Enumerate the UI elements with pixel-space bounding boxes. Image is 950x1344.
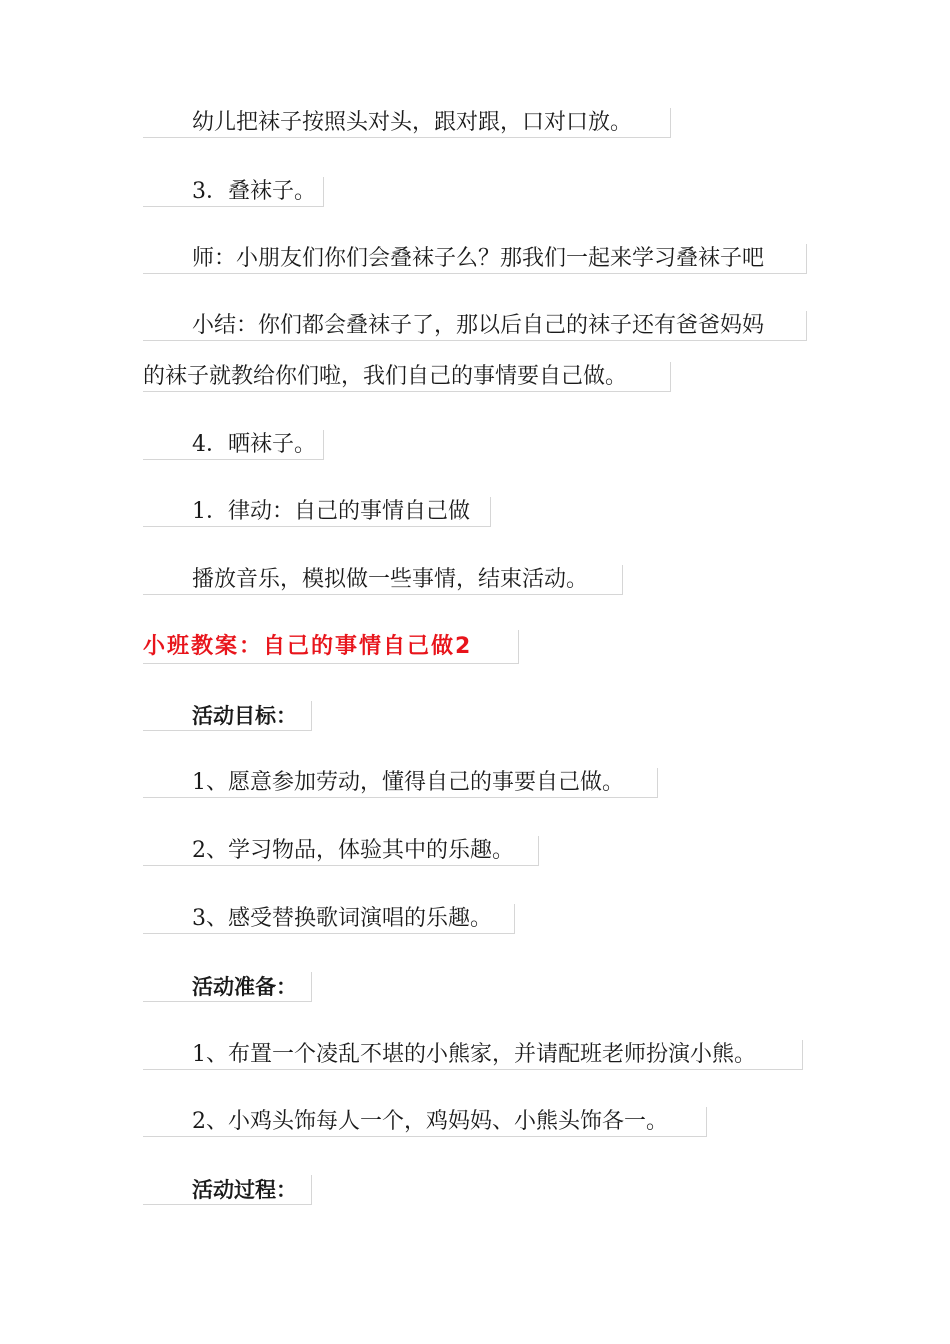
- text: 4．晒袜子。: [192, 432, 316, 457]
- text: 1、愿意参加劳动，懂得自己的事要自己做。: [192, 770, 624, 795]
- text: 3、感受替换歌词演唱的乐趣。: [192, 906, 492, 931]
- paragraph-line: [143, 497, 491, 527]
- text: 小结：你们都会叠袜子了，那以后自己的袜子还有爸爸妈妈: [192, 313, 765, 338]
- list-item: [143, 836, 539, 866]
- text: 播放音乐，模拟做一些事情，结束活动。: [192, 567, 589, 592]
- paragraph-line: [143, 565, 623, 595]
- process-heading: [143, 1175, 312, 1205]
- title-text: 小班教案：自己的事情自己做2: [143, 634, 473, 659]
- heading-text: 活动准备：: [192, 975, 297, 999]
- text: 的袜子就教给你们啦，我们自己的事情要自己做。: [143, 364, 628, 389]
- paragraph-line: [143, 244, 807, 274]
- text: 2、小鸡头饰每人一个，鸡妈妈、小熊头饰各一。: [192, 1109, 668, 1134]
- text: 师：小朋友们你们会叠袜子么？那我们一起来学习叠袜子吧: [192, 246, 765, 271]
- heading-text: 活动目标：: [192, 704, 297, 728]
- list-item: [143, 904, 515, 934]
- prep-heading: [143, 972, 312, 1002]
- list-item: [143, 768, 658, 798]
- paragraph-line: [143, 108, 671, 138]
- paragraph-line: [143, 311, 807, 341]
- paragraph-line: [143, 430, 324, 460]
- text: 2、学习物品，体验其中的乐趣。: [192, 838, 514, 863]
- section-title: [143, 630, 519, 664]
- text: 1．律动：自己的事情自己做: [192, 499, 470, 524]
- heading-text: 活动过程：: [192, 1178, 297, 1202]
- paragraph-line: [143, 362, 671, 392]
- list-item: [143, 1107, 707, 1137]
- text: 1、布置一个凌乱不堪的小熊家，并请配班老师扮演小熊。: [192, 1042, 756, 1067]
- list-item: [143, 1040, 803, 1070]
- paragraph-line: [143, 177, 324, 207]
- text: 3．叠袜子。: [192, 179, 316, 204]
- text: 幼儿把袜子按照头对头，跟对跟，口对口放。: [192, 110, 633, 135]
- goals-heading: [143, 701, 312, 731]
